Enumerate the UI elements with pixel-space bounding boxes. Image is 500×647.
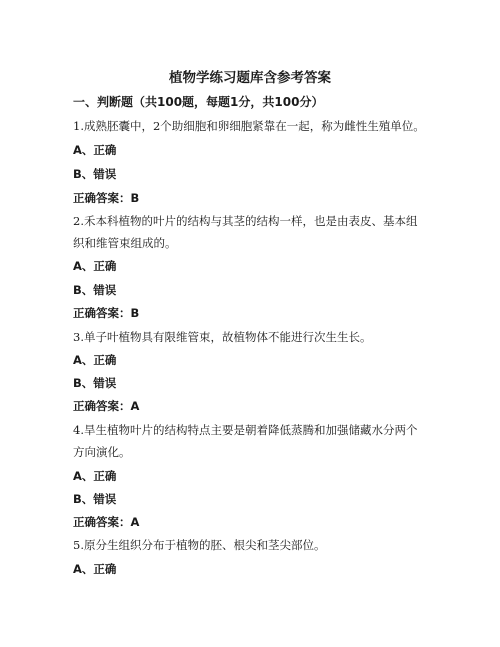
question-1-text: 1.成熟胚囊中，2个助细胞和卵细胞紧靠在一起，称为雌性生殖单位。	[73, 119, 425, 133]
question-2-option-b: B、错误	[73, 283, 117, 297]
question-2-text-line-2: 织和维管束组成的。	[73, 236, 177, 250]
question-1-option-b: B、错误	[73, 167, 117, 181]
question-2-text-line-1: 2.禾本科植物的叶片的结构与其茎的结构一样，也是由表皮、基本组	[73, 214, 418, 228]
question-4-text-line-2: 方向演化。	[73, 445, 131, 459]
question-1-option-a: A、正确	[73, 143, 117, 157]
question-4-option-a: A、正确	[73, 469, 117, 483]
section-heading: 一、判断题（共100题，每题1分，共100分）	[73, 95, 324, 109]
question-2-option-a: A、正确	[73, 259, 117, 273]
question-4-option-b: B、错误	[73, 492, 117, 506]
question-3-option-b: B、错误	[73, 376, 117, 390]
question-3-option-a: A、正确	[73, 353, 117, 367]
question-4-text-line-1: 4.旱生植物叶片的结构特点主要是朝着降低蒸腾和加强储藏水分两个	[73, 423, 418, 437]
question-5-text: 5.原分生组织分布于植物的胚、根尖和茎尖部位。	[73, 538, 326, 552]
question-5-option-a: A、正确	[73, 562, 117, 576]
question-3-text: 3.单子叶植物具有限维管束，故植物体不能进行次生生长。	[73, 330, 372, 344]
question-1-answer: 正确答案：B	[73, 191, 140, 205]
question-4-answer: 正确答案：A	[73, 515, 140, 529]
document-title: 植物学练习题库含参考答案	[169, 70, 331, 86]
question-2-answer: 正确答案：B	[73, 306, 140, 320]
question-3-answer: 正确答案：A	[73, 399, 140, 413]
